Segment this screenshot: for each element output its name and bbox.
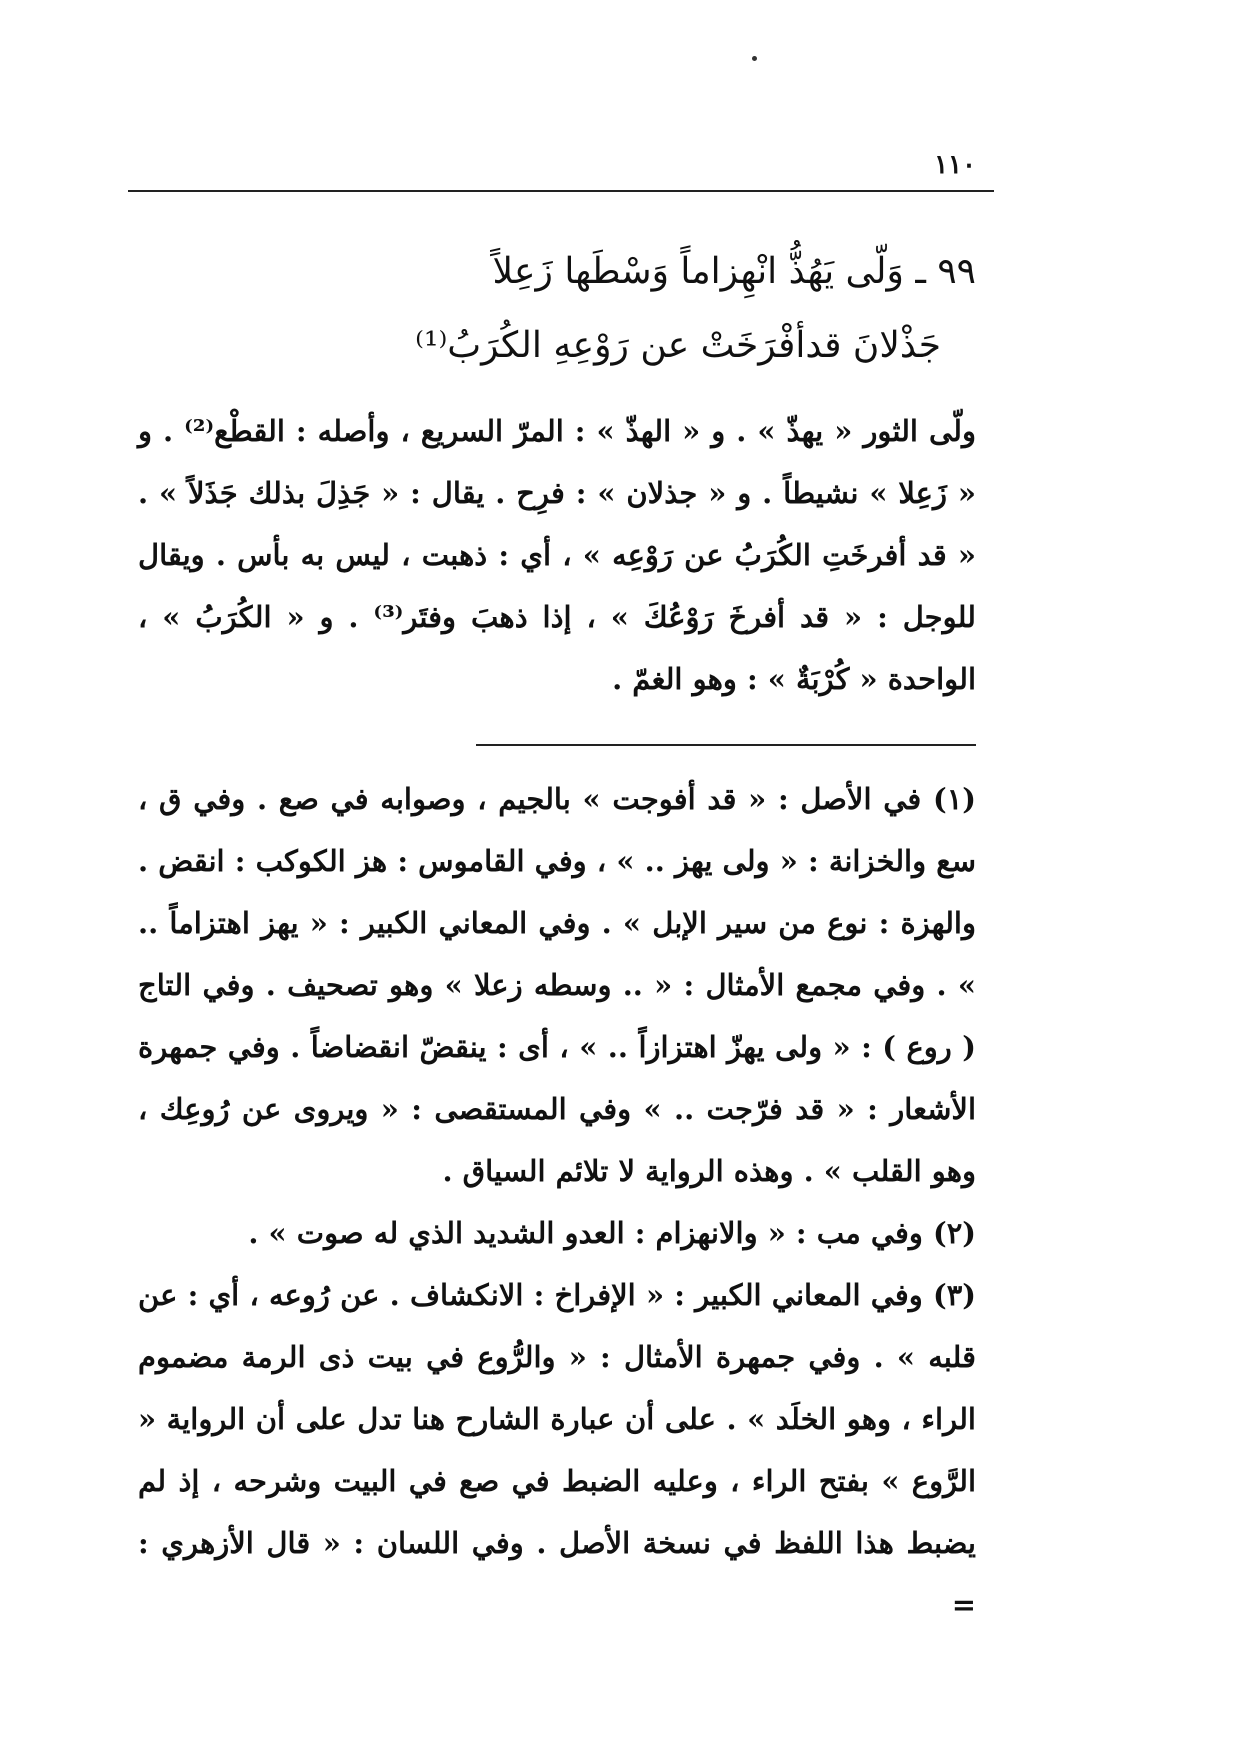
ink-dot: [752, 56, 757, 61]
footnote-3: (٣) وفي المعاني الكبير : « الإفراخ : الانكشاف . عن رُوعه ، أي : عن قلبه » . وفي جمهرة الأمثال : « والرُّوع في بيت ذى الرمة مضموم الراء ، وهو الخلَد » . على أن عبارة الشارح هنا تدل على أن الرواية « الرَّوع » بفتح الراء ، وعليه الضبط في صع في البيت وشرحه ، إذ لم يضبط هذا اللفظ في نسخة الأصل . وفي اللسان : « قال الأزهري : =: [138, 1278, 976, 1622]
commentary-paragraph: ولّى الثور « يهذّ » . و « الهذّ » : المرّ السريع ، وأصله : القطْع⁽²⁾ . و « زَعِلا » نشيطاً . و « جذلان » : فرِح . يقال : « جَذِلَ بذلك جَذَلاً » . « قد أفرخَتِ الكُرَبُ عن رَوْعِه » ، أي : ذهبت ، ليس به بأس . ويقال للوجل : « قد أفرخَ رَوْعُكَ » ، إذا ذهبَ وفتَر⁽³⁾ . و « الكُرَبُ » ، الواحدة « كُرْبَةٌ » : وهو الغمّ .: [138, 414, 976, 696]
footnote-rule: [476, 744, 976, 746]
footnote-1: (١) في الأصل : « قد أفوجت » بالجيم ، وصوابه في صع . وفي ق ، سع والخزانة : « ولى يهز .. » ، وفي القاموس : هز الكوكب : انقض . والهزة : نوع من سير الإبل » . وفي المعاني الكبير : « يهز اهتزاماً .. » . وفي مجمع الأمثال : « .. وسطه زعلا » وهو تصحيف . وفي التاج ( روع ) : « ولى يهزّ اهتزازاً .. » ، أى : ينقضّ انقضاضاً . وفي جمهرة الأشعار : « قد فرّجت .. » وفي المستقصى : « ويروى عن رُوعِك ، وهو القلب » . وهذه الرواية لا تلائم السياق .: [138, 782, 976, 1188]
verse-line-1: ٩٩ ـ وَلّى يَهُذُّ انْهِزاماً وَسْطَها زَعِلاً: [492, 251, 976, 292]
footnote-2: (٢) وفي مب : « والانهزام : العدو الشديد الذي له صوت » .: [248, 1216, 976, 1250]
footnotes-section: [138, 768, 976, 1636]
header-rule: [128, 190, 994, 192]
page-number: ١١٠: [934, 150, 976, 180]
verse-line-2: جَذْلانَ قدأفْرَخَتْ عن رَوْعِهِ الكُرَبُ⁽¹⁾: [415, 325, 941, 366]
